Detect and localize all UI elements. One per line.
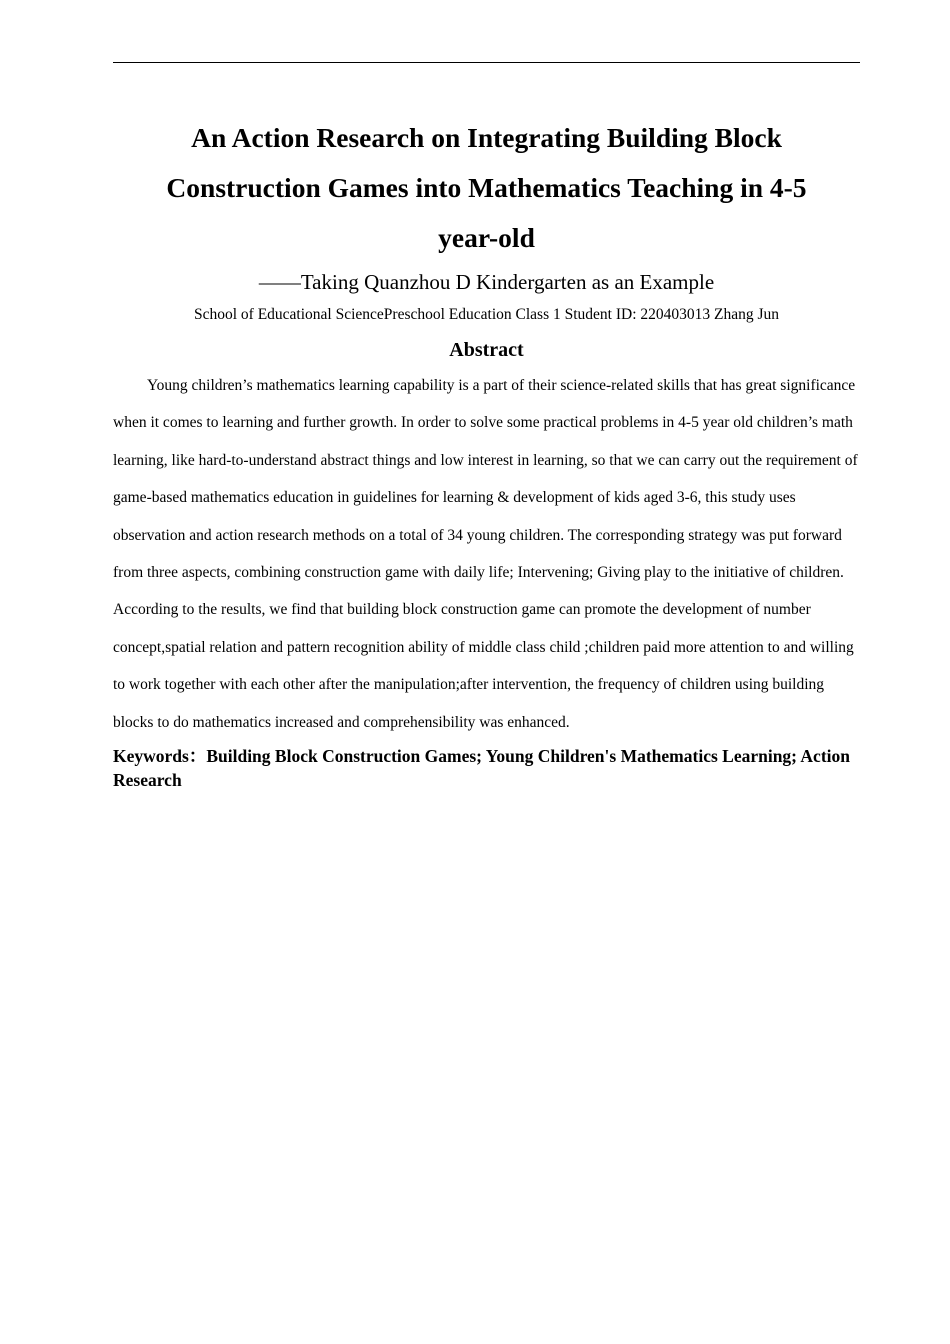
header-rule (113, 62, 860, 63)
document-body (113, 113, 860, 792)
keywords-label: Keywords： (113, 746, 207, 767)
paper-title: An Action Research on Integrating Building Block Construction Games into Mathematics Teaching in 4-5 year-old (166, 122, 807, 253)
keywords (113, 744, 860, 792)
abstract-text: Young children’s mathematics learning capability is a part of their science-related skills that has great significance when it comes to learning and further growth. In order to solve some practical problems in 4-5 year old children’s math learning, like hard-to-understand abstract things and low interest in learning, so that we can carry out the requirement of game-based mathematics education in guidelines for learning & development of kids aged 3-6, this study uses observation and action research methods on a total of 34 young children. The corresponding strategy was put forward from three aspects, combining construction game with daily life; Intervening; Giving play to the initiative of children. According to the results, we find that building block construction game can promote the development of number concept,spatial relation and pattern recognition ability of middle class child ;children paid more attention to and willing to work together with each other after the manipulation;after intervention, the frequency of children using building blocks to do mathematics increased and comprehensibility was enhanced. (113, 377, 858, 731)
author-line: School of Educational SciencePreschool Education Class 1 Student ID: 220403013 Zhang Jun (193, 306, 780, 323)
keywords-text: Building Block Construction Games; Young Children's Mathematics Learning; Action Research (113, 746, 850, 791)
paper-subtitle: ——Taking Quanzhou D Kindergarten as an Example (258, 270, 715, 294)
abstract-heading: Abstract (449, 339, 524, 361)
